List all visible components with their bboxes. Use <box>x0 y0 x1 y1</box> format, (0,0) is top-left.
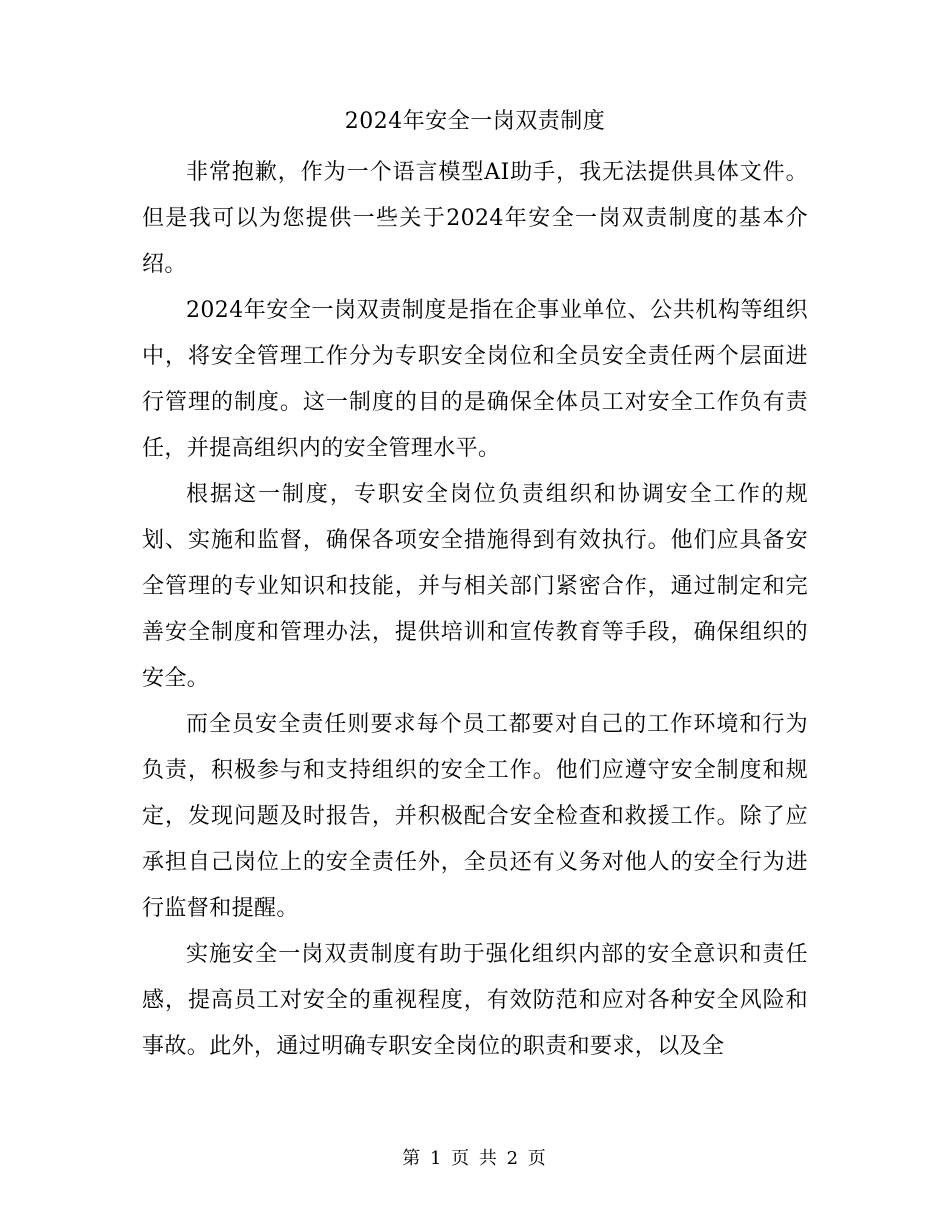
paragraph-1: 非常抱歉，作为一个语言模型AI助手，我无法提供具体文件。但是我可以为您提供一些关于2024年安全一岗双责制度的基本介绍。 <box>142 160 808 277</box>
paragraph-3: 根据这一制度，专职安全岗位负责组织和协调安全工作的规划、实施和监督，确保各项安全措施得到有效执行。他们应具备安全管理的专业知识和技能，并与相关部门紧密合作，通过制定和完善安全制度和管理办法，提供培训和宣传教育等手段，确保组织的安全。 <box>142 482 808 691</box>
document-title: 2024年安全一岗双责制度 <box>344 109 606 134</box>
paragraph-5: 实施安全一岗双责制度有助于强化组织内部的安全意识和责任感，提高员工对安全的重视程度，有效防范和应对各种安全风险和事故。此外，通过明确专职安全岗位的职责和要求，以及全 <box>142 942 808 1059</box>
paragraph-4: 而全员安全责任则要求每个员工都要对自己的工作环境和行为负责，积极参与和支持组织的安全工作。他们应遵守安全制度和规定，发现问题及时报告，并积极配合安全检查和救援工作。除了应承担自己岗位上的安全责任外，全员还有义务对他人的安全行为进行监督和提醒。 <box>142 712 808 921</box>
document-body <box>142 150 808 1070</box>
page-footer: 第 1 页 共 2 页 <box>402 1148 548 1169</box>
paragraph-2: 2024年安全一岗双责制度是指在企事业单位、公共机构等组织中，将安全管理工作分为专职安全岗位和全员安全责任两个层面进行管理的制度。这一制度的目的是确保全体员工对安全工作负有责任，并提高组织内的安全管理水平。 <box>142 298 808 461</box>
